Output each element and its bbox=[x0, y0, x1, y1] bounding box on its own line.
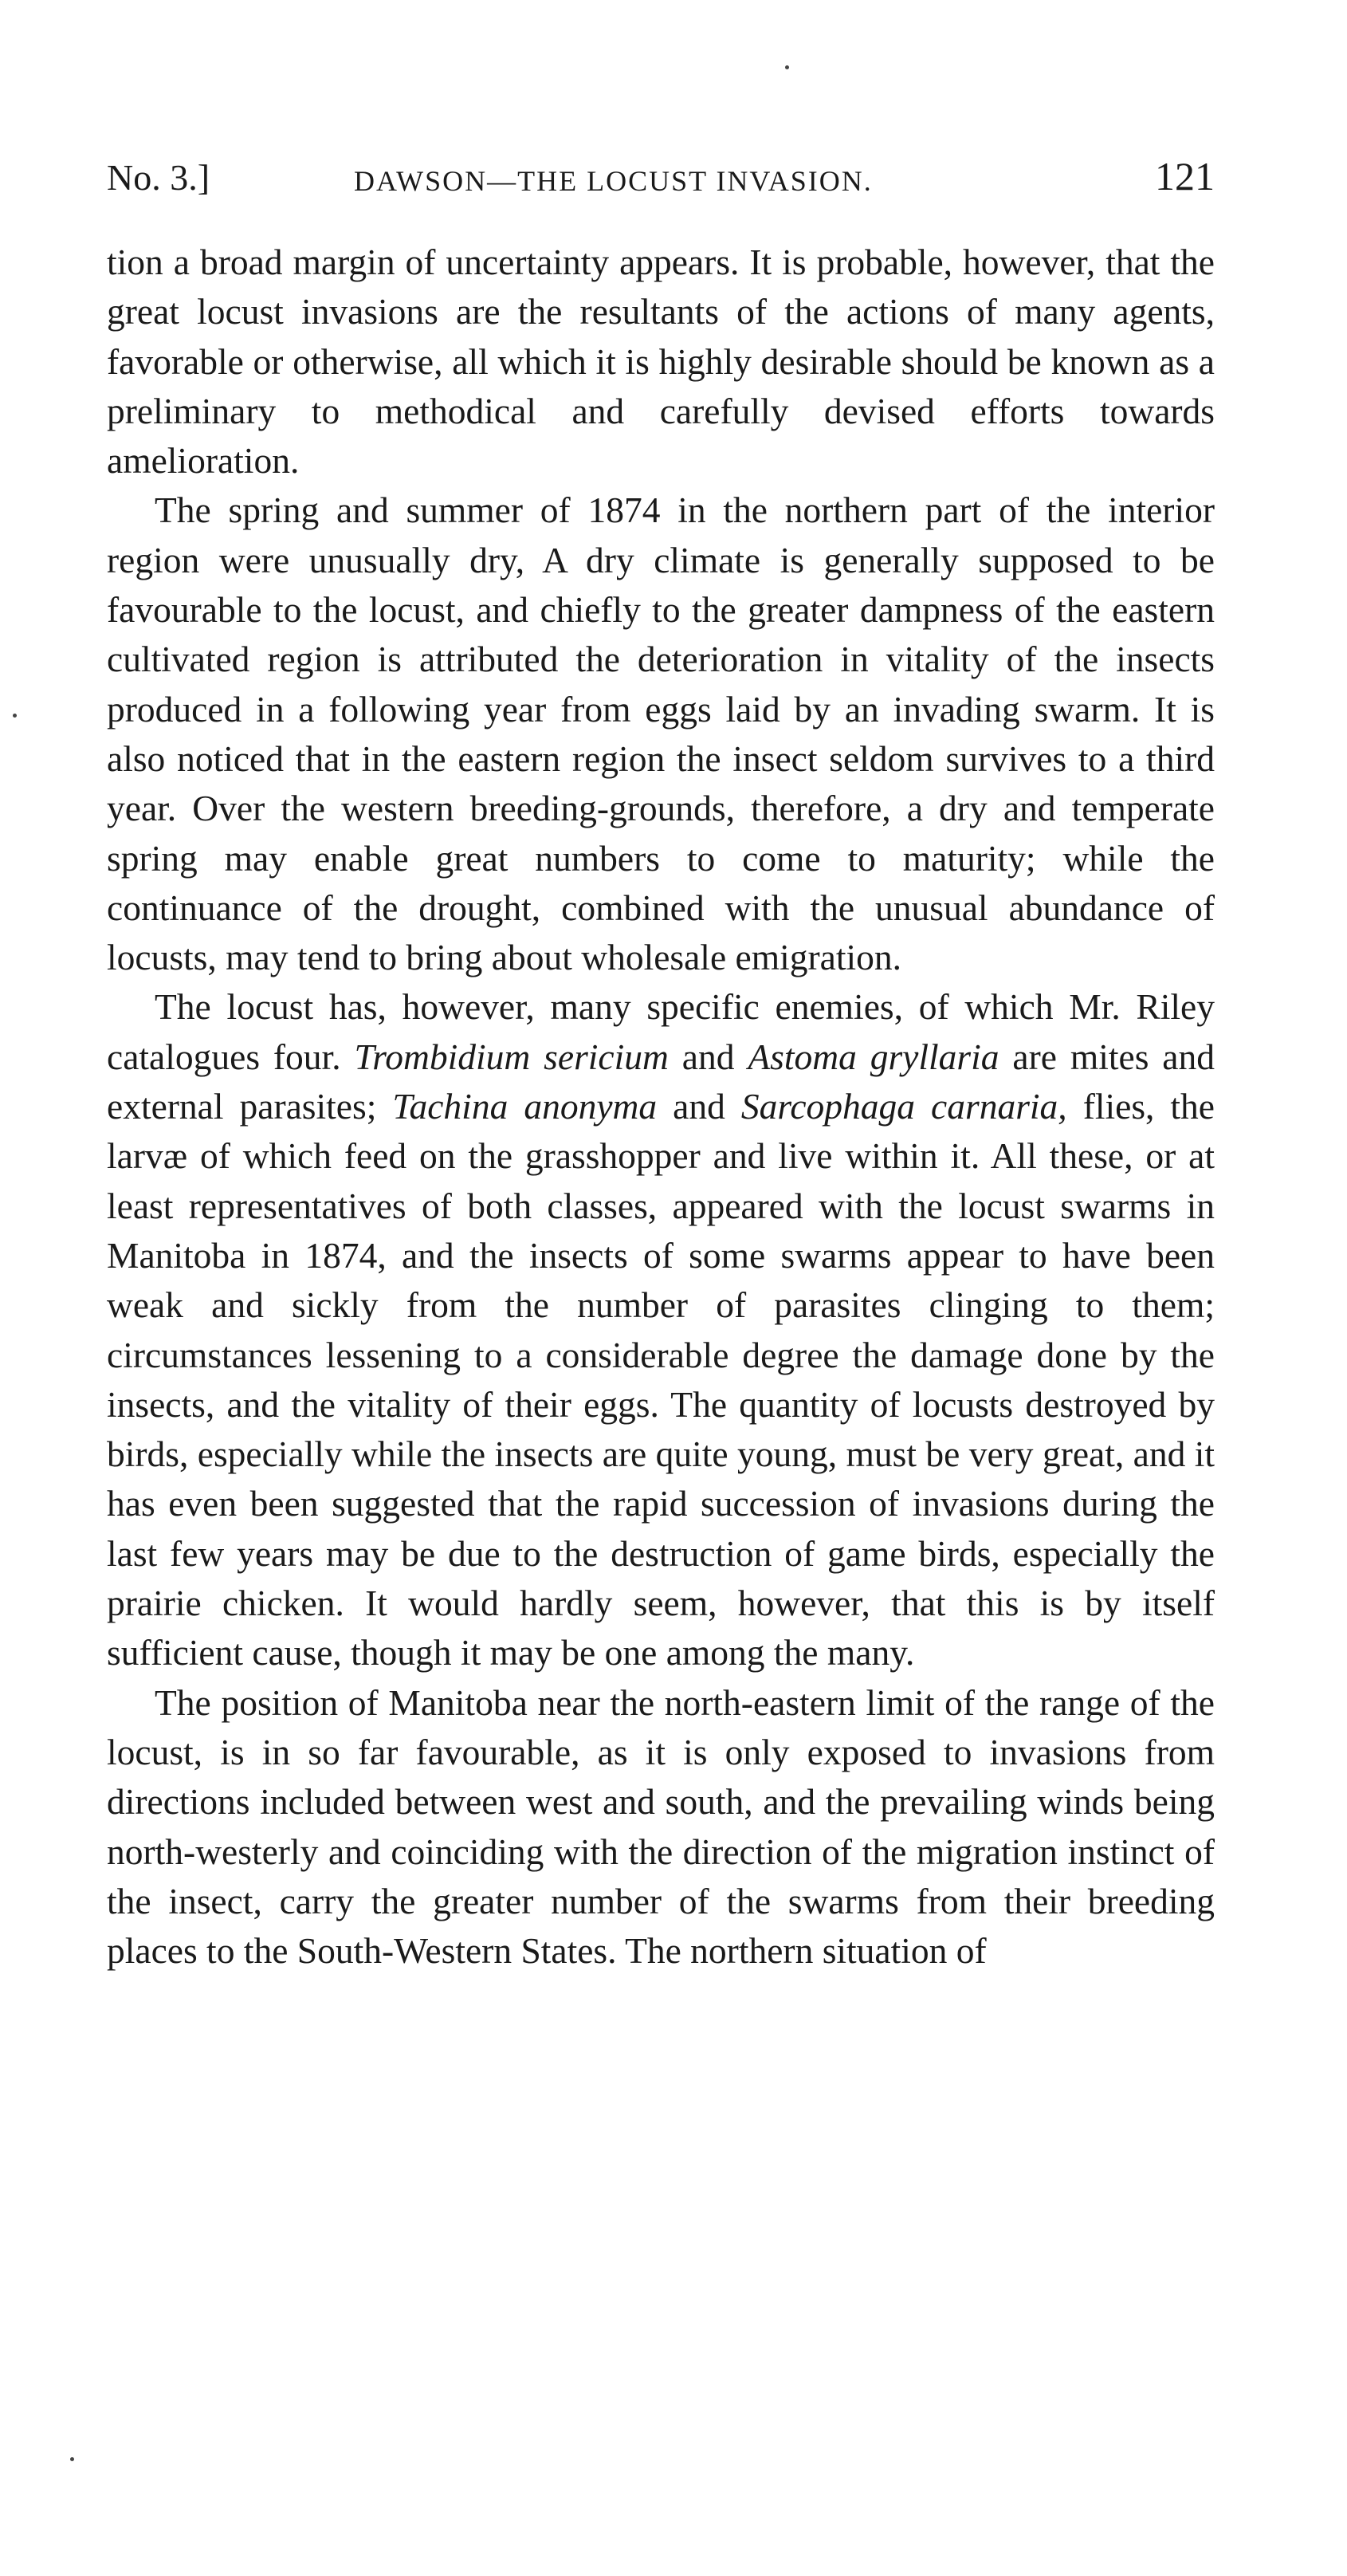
paragraph-text: flies, the larvæ of which feed on the grasshopper and live within it. All these, or at least representatives of both classes, appeared with the locust swarms in Manitoba in 1874, and the insects of some swarms appear to have been weak and sickly from the number of parasites clinging to them; circumstances lessening to a considerable degree the damage done by the insects, and the vitality of their eggs. The quantity of locusts destroyed by birds, especially while the insects are quite young, must be very great, and it has even been suggested that the rapid succession of invasions during the last few years may be due to the destruction of game birds, especially the prairie chicken. It would hardly seem, however, that this is by itself sufficient cause, though it may be one among the many. bbox=[107, 1086, 1215, 1673]
species-name: Trombidium sericium bbox=[354, 1036, 669, 1077]
paragraph-text: tion a broad margin of uncertainty appears. It is probable, however, that the great locust invasions are the resultants of the actions of many agents, favorable or otherwise, all which it is highly desirable should be known as a preliminary to methodical and carefully devised efforts towards amelioration. bbox=[107, 242, 1215, 482]
paragraph-3 bbox=[107, 982, 1215, 1677]
paragraph-1 bbox=[107, 238, 1215, 486]
paragraph-2 bbox=[107, 486, 1215, 982]
paragraph-text: and bbox=[668, 1036, 748, 1077]
page-number: 121 bbox=[1155, 154, 1215, 199]
issue-number: No. 3.] bbox=[107, 157, 210, 198]
paragraph-text: The locust has, however, many specific enemies, of which Mr. Riley catalogues four. bbox=[107, 986, 1215, 1077]
running-head bbox=[107, 156, 1215, 212]
species-name: Astoma gryllaria bbox=[748, 1036, 999, 1077]
species-name: Sarcophaga carnaria, bbox=[740, 1086, 1067, 1127]
ink-speck bbox=[785, 65, 789, 69]
running-title: DAWSON—THE LOCUST INVASION. bbox=[354, 165, 873, 197]
paragraph-text: The position of Manitoba near the north-eastern limit of the range of the locust, is in so far favourable, as it is only exposed to invasions from directions included between west and south, and the prevailing winds being north-westerly and coinciding with the direction of the migration instinct of the insect, carry the greater number of the swarms from their breeding places to the South-Western States. The northern situation of bbox=[107, 1681, 1215, 1972]
paragraph-text: The spring and summer of 1874 in the northern part of the interior region were unusually dry, A dry climate is generally supposed to be favourable to the locust, and chiefly to the greater dampness of the eastern cultivated region is attributed the deterioration in vitality of the insects produced in a following year from eggs laid by an invading swarm. It is also noticed that in the eastern region the insect seldom survives to a third year. Over the western breeding-grounds, therefore, a dry and temperate spring may enable great numbers to come to maturity; while the continuance of the drought, combined with the unusual abundance of locusts, may tend to bring about wholesale emigration. bbox=[107, 490, 1215, 978]
ink-speck bbox=[13, 714, 17, 718]
paragraph-text: are mites and external parasites; bbox=[107, 1036, 1215, 1127]
ink-speck bbox=[70, 2457, 74, 2461]
paragraph-4 bbox=[107, 1678, 1215, 1976]
species-name: Tachina anonyma bbox=[392, 1086, 658, 1127]
body-text bbox=[107, 238, 1215, 1976]
paragraph-text: and bbox=[657, 1086, 741, 1127]
